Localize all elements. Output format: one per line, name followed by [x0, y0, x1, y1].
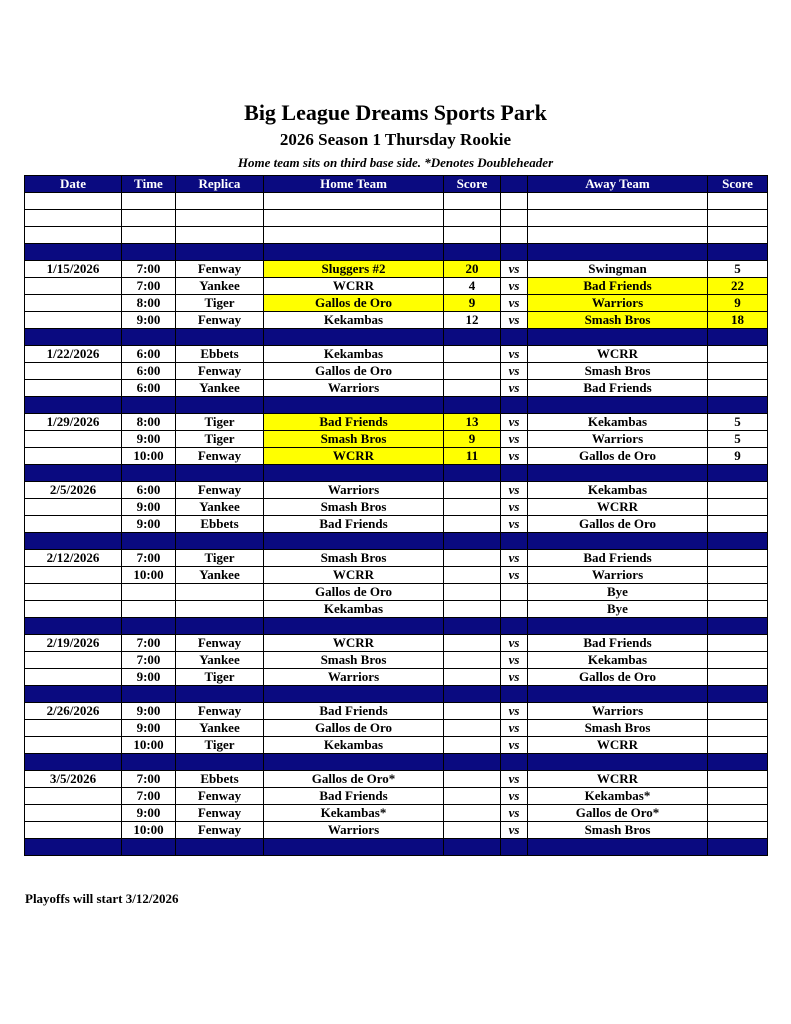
- vs-label: vs: [501, 720, 528, 737]
- vs-label: vs: [501, 295, 528, 312]
- away-score: [708, 737, 768, 754]
- home-score: [444, 805, 501, 822]
- away-team: Warriors: [528, 295, 708, 312]
- schedule-note: Home team sits on third base side. *Denotes Doubleheader: [237, 155, 554, 170]
- col-header-home-score: Score: [444, 176, 501, 193]
- home-team: Gallos de Oro: [264, 363, 444, 380]
- game-replica-field: Fenway: [176, 448, 264, 465]
- away-team: Swingman: [528, 261, 708, 278]
- game-time: 6:00: [122, 380, 176, 397]
- home-score: [444, 516, 501, 533]
- game-replica-field: Fenway: [176, 261, 264, 278]
- away-team: Kekambas: [528, 414, 708, 431]
- game-date: [25, 295, 122, 312]
- vs-label: vs: [501, 278, 528, 295]
- game-replica-field: Fenway: [176, 482, 264, 499]
- game-time: 6:00: [122, 363, 176, 380]
- game-time: [122, 601, 176, 618]
- blank-row: [25, 210, 768, 227]
- away-team: Gallos de Oro*: [528, 805, 708, 822]
- home-team: WCRR: [264, 448, 444, 465]
- home-team: Gallos de Oro*: [264, 771, 444, 788]
- away-team: Smash Bros: [528, 312, 708, 329]
- away-team: Kekambas: [528, 482, 708, 499]
- away-team: Smash Bros: [528, 720, 708, 737]
- season-subtitle: 2026 Season 1 Thursday Rookie: [279, 130, 512, 149]
- away-team: Warriors: [528, 567, 708, 584]
- game-replica-field: Fenway: [176, 822, 264, 839]
- game-replica-field: Fenway: [176, 363, 264, 380]
- home-score: [444, 499, 501, 516]
- away-score: [708, 516, 768, 533]
- vs-label: vs: [501, 516, 528, 533]
- game-time: 8:00: [122, 295, 176, 312]
- home-score: [444, 703, 501, 720]
- game-row: [25, 346, 768, 363]
- game-row: [25, 703, 768, 720]
- blank-row: [25, 193, 768, 210]
- home-team: Bad Friends: [264, 788, 444, 805]
- home-team: Warriors: [264, 822, 444, 839]
- away-team: Bye: [528, 584, 708, 601]
- home-team: Smash Bros: [264, 550, 444, 567]
- col-header-time: Time: [122, 176, 176, 193]
- game-row: [25, 822, 768, 839]
- away-score: [708, 363, 768, 380]
- vs-label: [501, 601, 528, 618]
- game-replica-field: Yankee: [176, 499, 264, 516]
- away-score: [708, 584, 768, 601]
- away-score: 18: [708, 312, 768, 329]
- vs-label: vs: [501, 261, 528, 278]
- away-score: [708, 482, 768, 499]
- home-score: [444, 669, 501, 686]
- home-score: [444, 346, 501, 363]
- week-separator: [25, 397, 768, 414]
- home-score: [444, 482, 501, 499]
- schedule-table: [24, 175, 768, 856]
- away-score: [708, 635, 768, 652]
- home-team: Sluggers #2: [264, 261, 444, 278]
- week-separator: [25, 618, 768, 635]
- away-team: Bye: [528, 601, 708, 618]
- game-time: 9:00: [122, 431, 176, 448]
- game-date: [25, 788, 122, 805]
- home-team: WCRR: [264, 635, 444, 652]
- game-replica-field: Tiger: [176, 295, 264, 312]
- home-score: [444, 771, 501, 788]
- game-replica-field: Ebbets: [176, 771, 264, 788]
- week-separator: [25, 533, 768, 550]
- home-team: Bad Friends: [264, 414, 444, 431]
- game-row: [25, 788, 768, 805]
- game-date: [25, 601, 122, 618]
- blank-row: [25, 227, 768, 244]
- week-separator: [25, 754, 768, 771]
- game-replica-field: Yankee: [176, 720, 264, 737]
- home-team: WCRR: [264, 567, 444, 584]
- game-date: [25, 822, 122, 839]
- game-date: 1/29/2026: [25, 414, 122, 431]
- game-time: 10:00: [122, 567, 176, 584]
- home-score: [444, 822, 501, 839]
- game-time: 10:00: [122, 737, 176, 754]
- vs-label: vs: [501, 346, 528, 363]
- home-score: [444, 550, 501, 567]
- away-team: Smash Bros: [528, 363, 708, 380]
- col-header-home-team: Home Team: [264, 176, 444, 193]
- col-header-away-team: Away Team: [528, 176, 708, 193]
- game-time: 7:00: [122, 771, 176, 788]
- game-row: [25, 261, 768, 278]
- game-replica-field: Ebbets: [176, 346, 264, 363]
- playoffs-note: Playoffs will start 3/12/2026: [25, 891, 179, 906]
- away-team: Gallos de Oro: [528, 669, 708, 686]
- away-score: 22: [708, 278, 768, 295]
- home-score: 4: [444, 278, 501, 295]
- week-separator: [25, 686, 768, 703]
- game-row: [25, 584, 768, 601]
- game-row: [25, 499, 768, 516]
- vs-label: vs: [501, 669, 528, 686]
- away-team: Bad Friends: [528, 278, 708, 295]
- vs-label: vs: [501, 635, 528, 652]
- away-score: [708, 652, 768, 669]
- week-separator: [25, 244, 768, 261]
- away-score: [708, 380, 768, 397]
- game-date: [25, 363, 122, 380]
- away-team: Warriors: [528, 431, 708, 448]
- home-score: [444, 567, 501, 584]
- game-replica-field: Yankee: [176, 652, 264, 669]
- game-date: [25, 805, 122, 822]
- vs-label: vs: [501, 822, 528, 839]
- game-time: 9:00: [122, 312, 176, 329]
- away-team: WCRR: [528, 771, 708, 788]
- game-date: [25, 669, 122, 686]
- game-time: 6:00: [122, 346, 176, 363]
- week-separator: [25, 839, 768, 856]
- game-date: 2/12/2026: [25, 550, 122, 567]
- col-header-replica: Replica: [176, 176, 264, 193]
- game-date: [25, 652, 122, 669]
- week-separator: [25, 329, 768, 346]
- away-score: [708, 805, 768, 822]
- game-date: 2/19/2026: [25, 635, 122, 652]
- vs-label: vs: [501, 652, 528, 669]
- home-score: [444, 635, 501, 652]
- game-row: [25, 567, 768, 584]
- vs-label: vs: [501, 482, 528, 499]
- home-score: [444, 601, 501, 618]
- header-row: [25, 176, 768, 193]
- game-replica-field: Fenway: [176, 805, 264, 822]
- away-score: 5: [708, 414, 768, 431]
- away-score: [708, 567, 768, 584]
- game-row: [25, 295, 768, 312]
- away-team: Gallos de Oro: [528, 448, 708, 465]
- game-row: [25, 482, 768, 499]
- home-team: Gallos de Oro: [264, 584, 444, 601]
- game-row: [25, 448, 768, 465]
- away-score: [708, 601, 768, 618]
- home-score: 9: [444, 295, 501, 312]
- game-date: 2/5/2026: [25, 482, 122, 499]
- game-date: [25, 431, 122, 448]
- game-row: [25, 652, 768, 669]
- away-score: 5: [708, 431, 768, 448]
- game-replica-field: Fenway: [176, 703, 264, 720]
- game-replica-field: Ebbets: [176, 516, 264, 533]
- game-time: 7:00: [122, 550, 176, 567]
- home-score: 9: [444, 431, 501, 448]
- game-date: [25, 516, 122, 533]
- col-header-away-score: Score: [708, 176, 768, 193]
- home-team: Kekambas: [264, 737, 444, 754]
- home-score: [444, 584, 501, 601]
- home-team: Warriors: [264, 380, 444, 397]
- col-header-vs: [501, 176, 528, 193]
- away-team: WCRR: [528, 499, 708, 516]
- game-date: [25, 448, 122, 465]
- page-title: Big League Dreams Sports Park: [244, 100, 547, 125]
- game-date: [25, 584, 122, 601]
- home-team: Smash Bros: [264, 431, 444, 448]
- game-row: [25, 805, 768, 822]
- game-row: [25, 720, 768, 737]
- vs-label: [501, 584, 528, 601]
- away-score: 5: [708, 261, 768, 278]
- home-team: Gallos de Oro: [264, 295, 444, 312]
- game-row: [25, 380, 768, 397]
- home-score: [444, 720, 501, 737]
- away-score: [708, 822, 768, 839]
- game-replica-field: Tiger: [176, 431, 264, 448]
- game-row: [25, 601, 768, 618]
- vs-label: vs: [501, 431, 528, 448]
- game-replica-field: Yankee: [176, 380, 264, 397]
- game-row: [25, 737, 768, 754]
- away-score: [708, 550, 768, 567]
- game-date: [25, 567, 122, 584]
- schedule-body: [25, 193, 768, 856]
- game-replica-field: Yankee: [176, 567, 264, 584]
- week-separator: [25, 465, 768, 482]
- game-row: [25, 363, 768, 380]
- game-date: [25, 312, 122, 329]
- game-time: 10:00: [122, 448, 176, 465]
- away-team: WCRR: [528, 737, 708, 754]
- home-team: Bad Friends: [264, 703, 444, 720]
- home-score: [444, 363, 501, 380]
- away-team: WCRR: [528, 346, 708, 363]
- vs-label: vs: [501, 550, 528, 567]
- game-replica-field: Tiger: [176, 414, 264, 431]
- vs-label: vs: [501, 737, 528, 754]
- game-row: [25, 516, 768, 533]
- home-score: 20: [444, 261, 501, 278]
- game-date: 2/26/2026: [25, 703, 122, 720]
- game-row: [25, 635, 768, 652]
- game-replica-field: Yankee: [176, 278, 264, 295]
- game-replica-field: Fenway: [176, 788, 264, 805]
- away-team: Gallos de Oro: [528, 516, 708, 533]
- game-date: [25, 380, 122, 397]
- game-replica-field: Tiger: [176, 737, 264, 754]
- vs-label: vs: [501, 703, 528, 720]
- home-team: Bad Friends: [264, 516, 444, 533]
- away-team: Bad Friends: [528, 635, 708, 652]
- game-time: 9:00: [122, 669, 176, 686]
- game-replica-field: Tiger: [176, 550, 264, 567]
- away-team: Kekambas*: [528, 788, 708, 805]
- game-time: 6:00: [122, 482, 176, 499]
- vs-label: vs: [501, 788, 528, 805]
- game-time: 7:00: [122, 278, 176, 295]
- game-row: [25, 312, 768, 329]
- game-date: 3/5/2026: [25, 771, 122, 788]
- away-team: Smash Bros: [528, 822, 708, 839]
- game-date: [25, 737, 122, 754]
- home-team: Smash Bros: [264, 652, 444, 669]
- away-team: Bad Friends: [528, 550, 708, 567]
- game-time: 7:00: [122, 788, 176, 805]
- game-replica-field: Fenway: [176, 312, 264, 329]
- vs-label: vs: [501, 499, 528, 516]
- game-time: [122, 584, 176, 601]
- home-score: 11: [444, 448, 501, 465]
- vs-label: vs: [501, 567, 528, 584]
- game-time: 9:00: [122, 720, 176, 737]
- away-score: [708, 499, 768, 516]
- home-score: [444, 788, 501, 805]
- game-time: 8:00: [122, 414, 176, 431]
- game-date: 1/22/2026: [25, 346, 122, 363]
- game-row: [25, 414, 768, 431]
- home-team: Gallos de Oro: [264, 720, 444, 737]
- home-team: Kekambas: [264, 346, 444, 363]
- home-team: Smash Bros: [264, 499, 444, 516]
- game-replica-field: [176, 601, 264, 618]
- home-team: Warriors: [264, 482, 444, 499]
- away-score: [708, 703, 768, 720]
- game-date: [25, 499, 122, 516]
- home-team: Kekambas*: [264, 805, 444, 822]
- away-team: Warriors: [528, 703, 708, 720]
- vs-label: vs: [501, 771, 528, 788]
- home-score: 12: [444, 312, 501, 329]
- away-team: Kekambas: [528, 652, 708, 669]
- game-time: 9:00: [122, 499, 176, 516]
- away-score: 9: [708, 295, 768, 312]
- game-time: 9:00: [122, 516, 176, 533]
- game-time: 7:00: [122, 261, 176, 278]
- game-row: [25, 771, 768, 788]
- home-score: 13: [444, 414, 501, 431]
- vs-label: vs: [501, 380, 528, 397]
- game-replica-field: Fenway: [176, 635, 264, 652]
- home-team: Kekambas: [264, 312, 444, 329]
- home-score: [444, 652, 501, 669]
- away-score: [708, 669, 768, 686]
- game-replica-field: [176, 584, 264, 601]
- home-team: WCRR: [264, 278, 444, 295]
- away-team: Bad Friends: [528, 380, 708, 397]
- game-date: 1/15/2026: [25, 261, 122, 278]
- game-time: 7:00: [122, 652, 176, 669]
- home-score: [444, 737, 501, 754]
- game-date: [25, 278, 122, 295]
- game-replica-field: Tiger: [176, 669, 264, 686]
- game-row: [25, 278, 768, 295]
- home-score: [444, 380, 501, 397]
- home-team: Warriors: [264, 669, 444, 686]
- home-team: Kekambas: [264, 601, 444, 618]
- game-time: 10:00: [122, 822, 176, 839]
- away-score: [708, 720, 768, 737]
- vs-label: vs: [501, 414, 528, 431]
- game-time: 9:00: [122, 805, 176, 822]
- away-score: [708, 771, 768, 788]
- game-time: 9:00: [122, 703, 176, 720]
- away-score: 9: [708, 448, 768, 465]
- vs-label: vs: [501, 805, 528, 822]
- col-header-date: Date: [25, 176, 122, 193]
- game-row: [25, 669, 768, 686]
- vs-label: vs: [501, 448, 528, 465]
- vs-label: vs: [501, 363, 528, 380]
- game-row: [25, 431, 768, 448]
- vs-label: vs: [501, 312, 528, 329]
- game-time: 7:00: [122, 635, 176, 652]
- game-row: [25, 550, 768, 567]
- game-date: [25, 720, 122, 737]
- away-score: [708, 788, 768, 805]
- away-score: [708, 346, 768, 363]
